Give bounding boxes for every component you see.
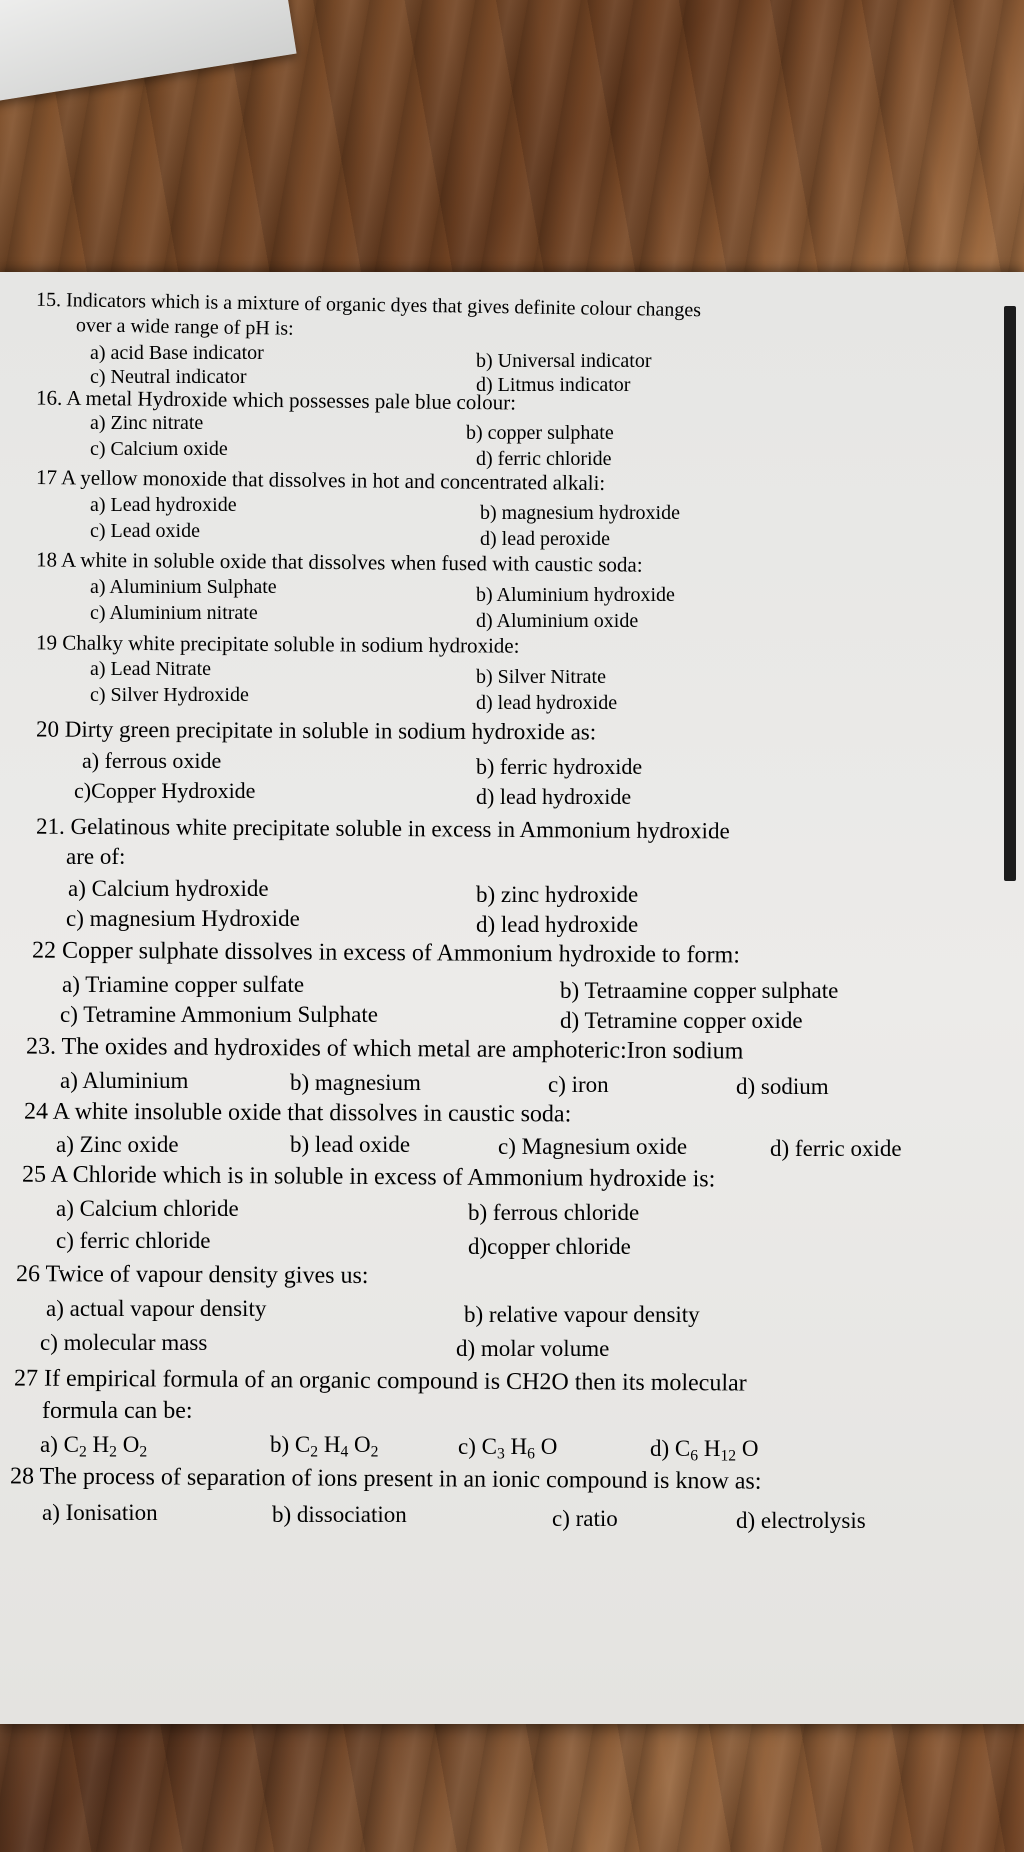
question-19	[36, 630, 520, 658]
option-a[interactable]: a) Ionisation	[42, 1500, 158, 1525]
option-b[interactable]: b) $C_2$ $H_4$ $O_2$	[270, 1432, 379, 1461]
question-25	[22, 1162, 715, 1194]
option-c[interactable]: c) magnesium Hydroxide	[66, 906, 300, 931]
option-c[interactable]: c) Silver Hydroxide	[90, 684, 249, 706]
question-text: If empirical formula of an organic compound is CH2O then its molecular	[43, 1365, 747, 1397]
question-text: Copper sulphate dissolves in excess of Ammonium hydroxide to form:	[61, 937, 741, 969]
option-d[interactable]: d) Tetramine copper oxide	[560, 1008, 803, 1033]
question-text: The process of separation of ions present in an ionic compound is know as:	[39, 1463, 762, 1495]
question-number: 15.	[35, 288, 62, 312]
option-d[interactable]: d) lead hydroxide	[476, 692, 618, 714]
question-number: 25	[21, 1161, 47, 1188]
option-d[interactable]: d) Litmus indicator	[476, 374, 631, 396]
question-text: A Chloride which is in soluble in excess of Ammonium hydroxide is:	[50, 1161, 716, 1193]
option-a[interactable]: a) Lead hydroxide	[90, 494, 237, 516]
question-text: Gelatinous white precipitate soluble in excess in Ammonium hydroxide	[70, 813, 730, 844]
option-a[interactable]: a) ferrous oxide	[82, 748, 222, 773]
option-b[interactable]: b) relative vapour density	[464, 1302, 700, 1327]
option-b[interactable]: b) ferrous chloride	[468, 1200, 640, 1225]
option-a[interactable]: a) Lead Nitrate	[90, 658, 212, 680]
question-text: Chalky white precipitate soluble in sodium hydroxide:	[62, 630, 520, 658]
option-a[interactable]: a) Calcium hydroxide	[68, 876, 269, 901]
option-c[interactable]: c) ratio	[552, 1506, 618, 1531]
option-c[interactable]: c) Magnesium oxide	[498, 1134, 688, 1159]
option-a[interactable]: a) $C_2$ $H_2$ $O_2$	[40, 1432, 148, 1461]
question-sheet	[0, 272, 1024, 1724]
question-text: A yellow monoxide that dissolves in hot and concentrated alkali:	[60, 465, 606, 495]
question-26	[16, 1261, 369, 1290]
question-text: A white insoluble oxide that dissolves in caustic soda:	[52, 1098, 572, 1128]
option-c[interactable]: c) molecular mass	[40, 1330, 208, 1355]
option-d[interactable]: d) lead peroxide	[480, 528, 610, 550]
option-b[interactable]: b) lead oxide	[290, 1132, 411, 1157]
option-d[interactable]: d)copper chloride	[468, 1234, 631, 1259]
question-17	[36, 465, 605, 496]
question-number: 23.	[25, 1033, 57, 1060]
option-d[interactable]: d) electrolysis	[736, 1508, 866, 1533]
question-number: 16.	[35, 385, 63, 410]
question-15-continuation: over a wide range of pH is:	[75, 314, 294, 340]
option-b[interactable]: b) magnesium hydroxide	[480, 502, 680, 524]
option-b[interactable]: b) Aluminium hydroxide	[476, 584, 675, 606]
option-d[interactable]: d) ferric chloride	[476, 448, 612, 470]
question-number: 22	[31, 937, 57, 964]
option-a[interactable]: a) Calcium chloride	[56, 1196, 239, 1221]
question-24	[24, 1099, 571, 1129]
question-number: 26	[15, 1261, 41, 1288]
option-b[interactable]: b) ferric hydroxide	[476, 754, 643, 779]
question-16	[36, 385, 516, 415]
question-text: The oxides and hydroxides of which metal are amphoteric:Iron sodium	[61, 1033, 744, 1065]
question-number: 20	[35, 716, 60, 742]
option-a[interactable]: a) acid Base indicator	[90, 342, 264, 364]
question-text: Twice of vapour density gives us:	[45, 1261, 369, 1289]
question-text: A metal Hydroxide which possesses pale blue colour:	[66, 385, 517, 415]
option-c[interactable]: c) $C_3$ $H_6$ O	[458, 1434, 558, 1463]
option-c[interactable]: c) Lead oxide	[90, 520, 200, 542]
question-text: A white in soluble oxide that dissolves when fused with caustic soda:	[61, 547, 643, 577]
question-text: Indicators which is a mixture of organic dyes that gives definite colour changes	[65, 289, 702, 322]
option-b[interactable]: b) zinc hydroxide	[476, 882, 639, 907]
question-27	[14, 1365, 747, 1397]
question-number: 19	[35, 630, 58, 655]
option-c[interactable]: c) ferric chloride	[56, 1228, 211, 1253]
option-a[interactable]: a) Triamine copper sulfate	[62, 972, 305, 997]
question-23	[26, 1033, 744, 1065]
option-a[interactable]: a) Aluminium	[60, 1068, 189, 1093]
question-28	[10, 1463, 762, 1495]
option-b[interactable]: b) Silver Nitrate	[476, 666, 606, 688]
sheet-edge-shadow	[1004, 306, 1016, 881]
option-a[interactable]: a) Zinc nitrate	[90, 412, 204, 434]
question-number: 27	[13, 1365, 39, 1392]
option-d[interactable]: d) sodium	[736, 1074, 829, 1099]
question-number: 28	[9, 1463, 35, 1490]
question-20	[36, 717, 596, 746]
option-d[interactable]: d) Aluminium oxide	[476, 610, 639, 632]
background-paper-scrap	[0, 0, 297, 105]
question-number: 21.	[35, 813, 65, 839]
question-21	[36, 814, 730, 845]
option-b[interactable]: b) copper sulphate	[466, 422, 614, 444]
question-22	[32, 938, 740, 970]
question-18	[36, 547, 643, 577]
question-number: 17	[35, 465, 58, 490]
option-d[interactable]: d) ferric oxide	[770, 1136, 902, 1161]
question-21-continuation: are of:	[66, 844, 126, 869]
option-a[interactable]: a) Aluminium Sulphate	[90, 576, 277, 598]
option-c[interactable]: c) Neutral indicator	[90, 366, 247, 388]
option-c[interactable]: c) Aluminium nitrate	[90, 602, 258, 624]
option-b[interactable]: b) Tetraamine copper sulphate	[560, 978, 839, 1003]
question-number: 18	[35, 547, 58, 572]
option-c[interactable]: c) Calcium oxide	[90, 438, 228, 460]
question-number: 24	[23, 1098, 49, 1125]
option-b[interactable]: b) dissociation	[272, 1502, 407, 1527]
option-c[interactable]: c) Tetramine Ammonium Sulphate	[60, 1002, 378, 1027]
option-c[interactable]: c)Copper Hydroxide	[74, 778, 256, 803]
option-b[interactable]: b) Universal indicator	[476, 350, 652, 372]
option-d[interactable]: d) lead hydroxide	[476, 912, 639, 937]
option-c[interactable]: c) iron	[548, 1072, 609, 1097]
option-a[interactable]: a) Zinc oxide	[56, 1132, 179, 1157]
option-d[interactable]: d) $C_6$ $H_{12}$ O	[650, 1436, 759, 1465]
option-d[interactable]: d) lead hydroxide	[476, 784, 632, 809]
question-27-continuation: formula can be:	[42, 1398, 193, 1424]
option-d[interactable]: d) molar volume	[456, 1336, 610, 1361]
option-a[interactable]: a) actual vapour density	[46, 1296, 267, 1321]
option-b[interactable]: b) magnesium	[290, 1070, 421, 1095]
question-text: Dirty green precipitate in soluble in sodium hydroxide as:	[64, 716, 597, 745]
